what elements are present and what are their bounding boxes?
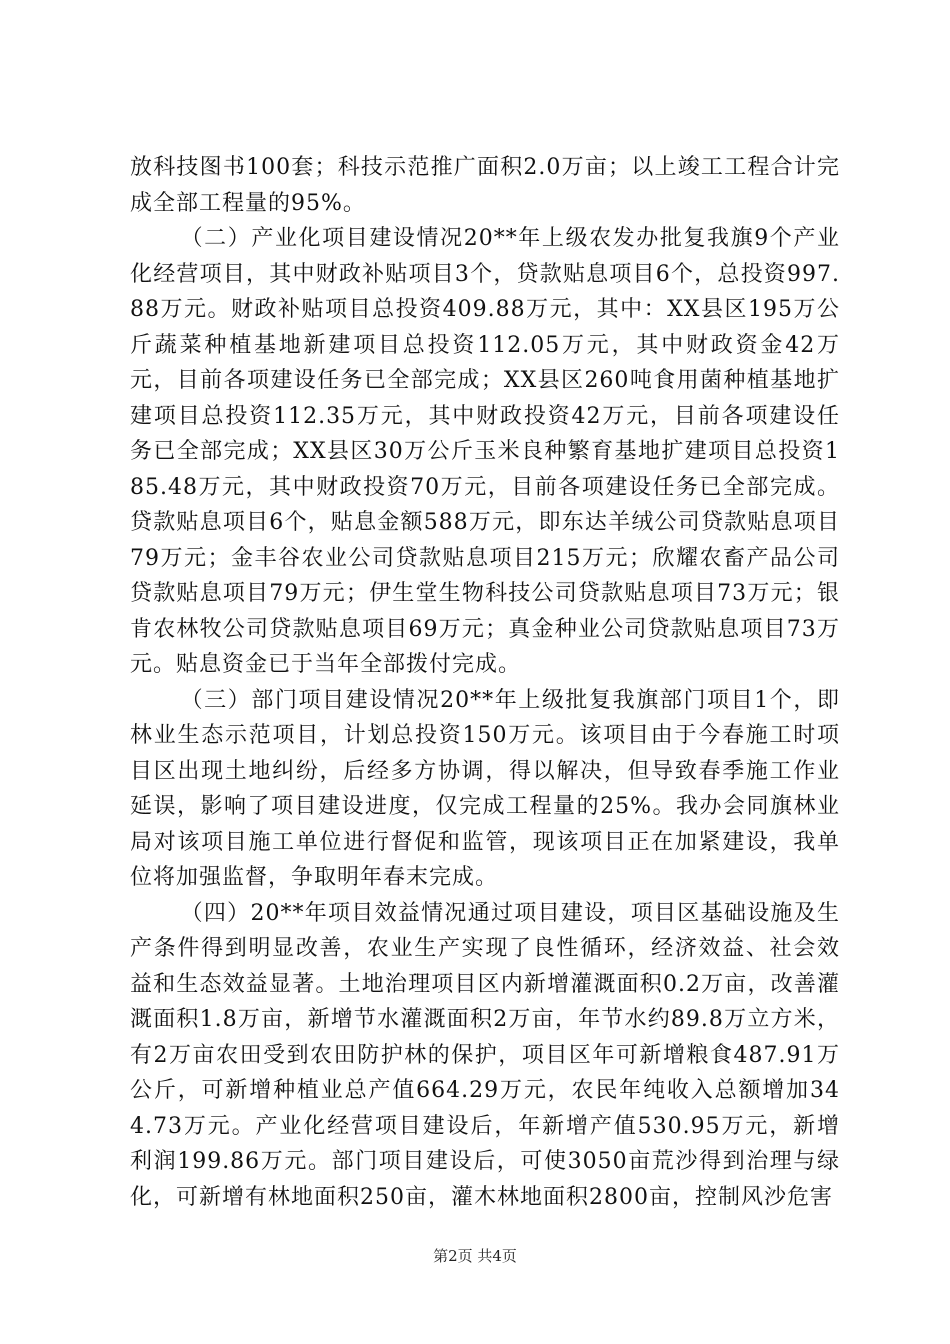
paragraph-department-projects: （三）部门项目建设情况20**年上级批复我旗部门项目1个，即林业生态示范项目，计划总投资150万元。该项目由于今春施工时项目区出现土地纠纷，后经多方协调，得以解决，但导致春季施工作业延误，影响了项目建设进度，仅完成工程量的25%。我办会同旗林业局对该项目施工单位进行督促和监管，现该项目正在加紧建设，我单位将加强监督，争取明年春末完成。 <box>130 687 840 890</box>
document-body <box>130 150 840 1215</box>
page-footer <box>0 1245 950 1266</box>
paragraph-continuation: 放科技图书100套；科技示范推广面积2.0万亩；以上竣工工程合计完成全部工程量的95%。 <box>130 155 840 216</box>
page-number-label: 第2页 共4页 <box>433 1247 517 1265</box>
paragraph-industrialization-projects: （二）产业化项目建设情况20**年上级农发办批复我旗9个产业化经营项目，其中财政补贴项目3个，贷款贴息项目6个，总投资997.88万元。财政补贴项目总投资409.88万元，其中：XX县区195万公斤蔬菜种植基地新建项目总投资112.05万元，其中财政资金42万元，目前各项建设任务已全部完成；XX县区260吨食用菌种植基地扩建项目总投资112.35万元，其中财政投资42万元，目前各项建设任务已全部完成；XX县区30万公斤玉米良种繁育基地扩建项目总投资185.48万元，其中财政投资70万元，目前各项建设任务已全部完成。贷款贴息项目6个，贴息金额588万元，即东达羊绒公司贷款贴息项目79万元；金丰谷农业公司贷款贴息项目215万元；欣耀农畜产品公司贷款贴息项目79万元；伊生堂生物科技公司贷款贴息项目73万元；银肯农林牧公司贷款贴息项目69万元；真金种业公司贷款贴息项目73万元。贴息资金已于当年全部拨付完成。 <box>130 226 840 677</box>
paragraph-project-benefits: （四）20**年项目效益情况通过项目建设，项目区基础设施及生产条件得到明显改善，农业生产实现了良性循环，经济效益、社会效益和生态效益显著。土地治理项目区内新增灌溉面积0.2万亩，改善灌溉面积1.8万亩，新增节水灌溉面积2万亩，年节水约89.8万立方米，有2万亩农田受到农田防护林的保护，项目区年可新增粮食487.91万公斤，可新增种植业总产值664.29万元，农民年纯收入总额增加344.73万元。产业化经营项目建设后，年新增产值530.95万元，新增利润199.86万元。部门项目建设后，可使3050亩荒沙得到治理与绿化，可新增有林地面积250亩，灌木林地面积2800亩，控制风沙危害 <box>130 900 840 1210</box>
